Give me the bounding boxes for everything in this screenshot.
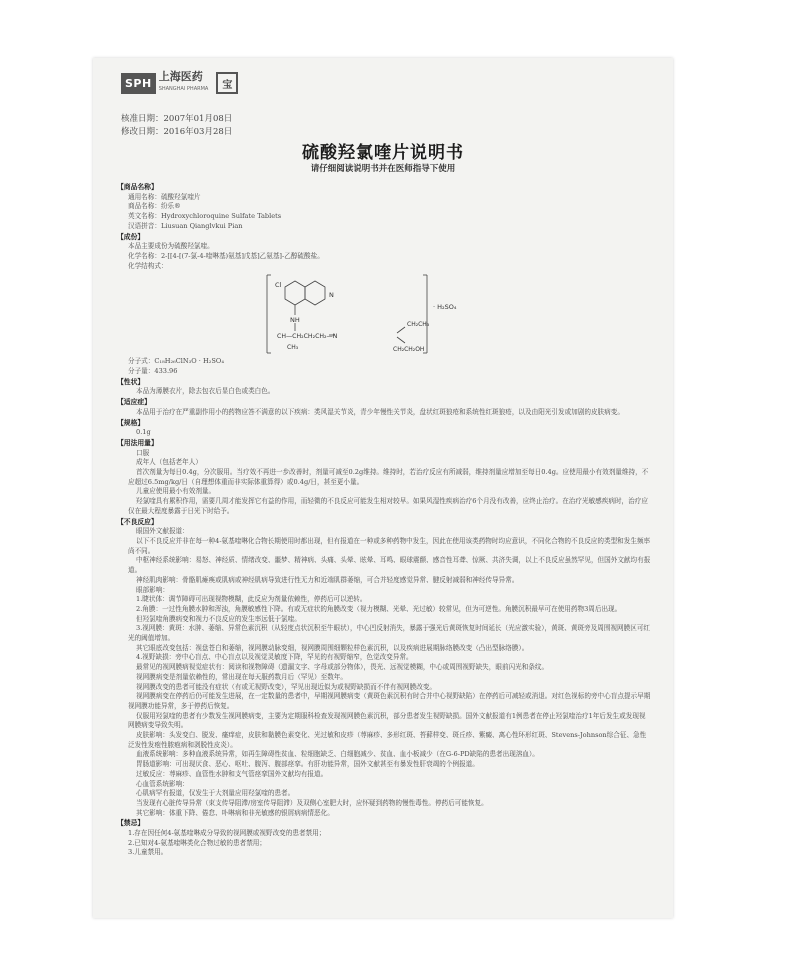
brand-sub: SHANGHAI PHARMA bbox=[158, 86, 209, 92]
adverse-line: 眼部影响： bbox=[136, 585, 169, 594]
usage-line: 成年人（包括老年人） bbox=[136, 458, 202, 467]
product-name-line: 英文名称：Hydroxychloroquine Sulfate Tablets bbox=[128, 212, 282, 221]
document-subtitle: 请仔细阅读说明书并在医师指导下使用 bbox=[310, 164, 456, 174]
ingredients-line: 本品主要成份为硫酸羟氯喹。 bbox=[128, 242, 214, 251]
adverse-line: 1.睫状体：调节障碍可出现视物模糊，此反应为剂量依赖性，停药后可以逆转。 bbox=[136, 595, 367, 604]
svg-text:N: N bbox=[329, 291, 334, 300]
section-heading-product-name: 【商品名称】 bbox=[117, 183, 158, 191]
section-heading-ingredients: 【成份】 bbox=[117, 232, 145, 241]
document-title: 硫酸羟氯喹片说明书 bbox=[302, 143, 464, 163]
adverse-line: 过敏反应：荨麻疹、血管性水肿和支气管痉挛国外文献均有报道。 bbox=[136, 769, 328, 778]
salt-label: · H₂SO₄ bbox=[433, 303, 457, 312]
indication-text: 本品用于治疗在严重副作用小的药物应答不满意的以下疾病：类风湿关节炎，青少年慢性关节炎，盘状红斑狼疮和系统性红斑狼疮，以及由阳光引发或加剧的皮肤病变。 bbox=[136, 407, 624, 416]
adverse-line: 仅服用羟氯喹的患者有少数发生视网膜病变，主要为定期服科检查发现视网膜色素沉积，部分患者发生视野缺损。国外文献报道有1例患者在停止羟氯喹治疗1年后发生或发现视网膜病变导致失明。 bbox=[128, 711, 646, 730]
ethyl-label: CH₂CH₃ bbox=[407, 321, 430, 329]
adverse-line: 眼国外文献报道： bbox=[136, 527, 189, 536]
dates-block bbox=[121, 113, 232, 139]
adverse-line: 心肌病罕有报道，仅发生于大剂量应用羟氯喹的患者。 bbox=[136, 789, 295, 798]
ingredients-line: 化学结构式： bbox=[128, 261, 168, 270]
approval-date: 核准日期：2007年01月08日 bbox=[121, 114, 233, 124]
molecular-weight: 分子量：433.96 bbox=[128, 367, 178, 376]
cl-label: Cl bbox=[275, 281, 282, 290]
methyl-label: CH₃ bbox=[287, 344, 299, 352]
adverse-line: 视网膜病变是剂量依赖性的，常出现在每天服药数月后（罕见）至数年。 bbox=[136, 672, 347, 681]
contra-line: 3.儿童禁用。 bbox=[128, 848, 168, 857]
usage-line: 羟氯喹具有累积作用，需要几周才能发挥它有益的作用，而轻微的不良反应可能发生相对较早。如果风湿性疾病治疗6个月没有改善，应终止治疗。在治疗光敏感疾病时，治疗应仅在最大程度暴露于日光下时给予。 bbox=[128, 497, 648, 515]
adverse-line: 但羟氯喹角膜病变和视力不良反应的发生率远低于氯喹。 bbox=[136, 614, 301, 623]
spec-text: 0.1g bbox=[136, 428, 151, 437]
adverse-line: 胃肠道影响：可出现厌食、恶心、呕吐、腹泻、腹部痉挛。有肝功能异常，国外文献甚至有暴发性肝衰竭的个例报道。 bbox=[136, 760, 479, 769]
adverse-line: 2.角膜：一过性角膜水肿和浑浊，角膜敏感性下降。有或无症状的角膜改变（视力模糊、光晕、光过敏）较常见，但为可逆性。角膜沉积最早可在使用药物3周后出现。 bbox=[136, 604, 622, 613]
section-heading-usage: 【用法用量】 bbox=[117, 438, 158, 447]
brand-name: 上海医药 bbox=[158, 70, 203, 83]
usage-line: 首次剂量为每日0.4g，分次服用。当疗效不再进一步改善时，剂量可减至0.2g维持。维持时，若治疗反应有所减弱，维持剂量应增加至每日0.4g。应使用最小有效剂量维持，不应超过6.5mg/kg/日（自理想体重而非实际体重算得）或0.4g/日，甚至更小量。 bbox=[128, 468, 649, 486]
chemical-structure bbox=[117, 273, 651, 355]
product-name-line: 通用名称：硫酸羟氯喹片 bbox=[128, 192, 201, 201]
usage-line: 儿童应使用最小有效剂量。 bbox=[136, 487, 216, 496]
nh-label: NH bbox=[290, 316, 300, 325]
leaflet-sheet bbox=[93, 58, 673, 918]
character-text: 本品为薄膜衣片，除去包衣后显白色或类白色。 bbox=[136, 387, 275, 396]
adverse-line: 4.视野缺损：旁中心盲点、中心盲点以及视觉灵敏度下降，罕见的有视野缩窄，色觉改变异常。 bbox=[136, 653, 413, 662]
adverse-line: 最常见的视网膜病视觉症状有：阅读和视物障碍（遗漏文字、字母或部分物体），畏光、远视觉模糊，中心或周围视野缺失，眼前闪光和条纹。 bbox=[136, 663, 549, 672]
product-name-line: 商品名称：纷乐® bbox=[128, 202, 181, 211]
adverse-line: 3.视网膜：黄斑：水肿、萎缩、异常色素沉积（从轻度点状沉积至牛眼状），中心凹反射消失，暴露于强光后黄斑恢复时间延长（光应激实验），黄斑、黄斑旁及周围视网膜区可红光的阈值增加。 bbox=[128, 624, 651, 643]
revision-date: 修改日期：2016年03月28日 bbox=[121, 127, 233, 137]
adverse-line: 其它影响：体重下降、倦怠、卟啉病和非光敏感的银屑病病情恶化。 bbox=[136, 808, 334, 817]
adverse-line: 以下不良反应并非在每一种4-氨基喹啉化合物长期使用时都出现，但有报道在一种或多种药物中发生，因此在使用该类药物时均应意识，不同化合物的不良反应的类型和发生频率尚不同。 bbox=[128, 536, 651, 555]
leaflet-body bbox=[117, 182, 651, 858]
section-heading-adverse: 【不良反应】 bbox=[117, 517, 158, 526]
product-name-line: 汉语拼音：Liusuan Qianglvkui Pian bbox=[128, 221, 243, 230]
adverse-line: 心血管系统影响： bbox=[136, 779, 189, 788]
adverse-line: 血液系统影响：多种血液系统异常，如再生障碍性贫血、粒细胞缺乏、白细胞减少、贫血、血小板减少（在G-6-PD缺陷的患者出现溶血）。 bbox=[136, 750, 539, 759]
section-heading-spec: 【规格】 bbox=[117, 418, 145, 427]
ingredients-line: 化学名称：2-[[4-[(7-氯-4-喹啉基)氨基]戊基]乙氨基]-乙醇硫酸盐。 bbox=[128, 251, 324, 260]
usage-line: 口服 bbox=[136, 448, 150, 457]
hydroxyethyl-label: CH₂CH₂OH bbox=[393, 346, 425, 354]
adverse-line: 神经肌肉影响：骨骼肌瘫痪或肌病或神经肌病导致进行性无力和近端肌群萎缩，可合并轻度感觉异常、腱反射减弱和神经传导异常。 bbox=[136, 575, 519, 584]
section-heading-indication: 【适应症】 bbox=[117, 398, 151, 407]
section-heading-contraindications: 【禁忌】 bbox=[117, 819, 145, 828]
molecular-formula: 分子式：C₁₈H₂₆ClN₃O · H₂SO₄ bbox=[128, 357, 224, 366]
contra-line: 1.存在因任何4-氨基喹啉成分导致的视网膜或视野改变的患者禁用； bbox=[128, 829, 326, 838]
brand-logo bbox=[121, 71, 238, 95]
contra-line: 2.已知对4-氨基喹啉类化合物过敏的患者禁用； bbox=[128, 838, 266, 847]
seal-icon: 宝 bbox=[216, 72, 238, 94]
adverse-line: 当发现有心脏传导异常（束支传导阻滞/房室传导阻滞）及双侧心室肥大时，应怀疑到药物的慢性毒性。停药后可能恢复。 bbox=[136, 798, 488, 807]
structure-diagram bbox=[247, 273, 507, 355]
section-heading-character: 【性状】 bbox=[117, 377, 145, 386]
adverse-line: 中枢神经系统影响：易怒、神经质、情绪改变、噩梦、精神病、头痛、头晕、眩晕、耳鸣、眼球震颤、感音性耳聋、惊厥、共济失调，以上不良反应虽然罕见，但国外文献均有报道。 bbox=[128, 556, 651, 575]
chain-label: CH—CH₂CH₂CH₂—N bbox=[277, 333, 338, 341]
adverse-line: 视网膜改变的患者可能没有症状（有或无视野改变），罕见出现近似为或视野缺损而不伴有视网膜改变。 bbox=[136, 682, 437, 691]
adverse-line: 其它眼底改变包括：视盘苍白和萎缩，视网膜动脉变细，视网膜周围细颗粒样色素沉积，以及疾病进展期脉络膜改变（凸出型脉络膜）。 bbox=[136, 643, 529, 652]
adverse-line: 视网膜病变在停药后仍可能发生进展，在一定数量的患者中，早期视网膜病变（黄斑色素沉积有时合并中心视野缺陷）在停药后可减轻或消退。对红色视标的旁中心盲点提示早期视网膜功能异常，多于停药后恢复。 bbox=[128, 692, 651, 710]
adverse-line: 皮肤影响：头发变白、脱发、瘙痒症，皮肤和黏膜色素变化、光过敏和皮疹（荨麻疹、多形红斑、苔藓样变、斑丘疹、紫癜、离心性环形红斑、Stevens-Johnson综合征、急性泛发性发疱性脓疱病和剥脱性皮炎）。 bbox=[128, 731, 647, 749]
brand-abbr: SPH bbox=[121, 73, 156, 94]
